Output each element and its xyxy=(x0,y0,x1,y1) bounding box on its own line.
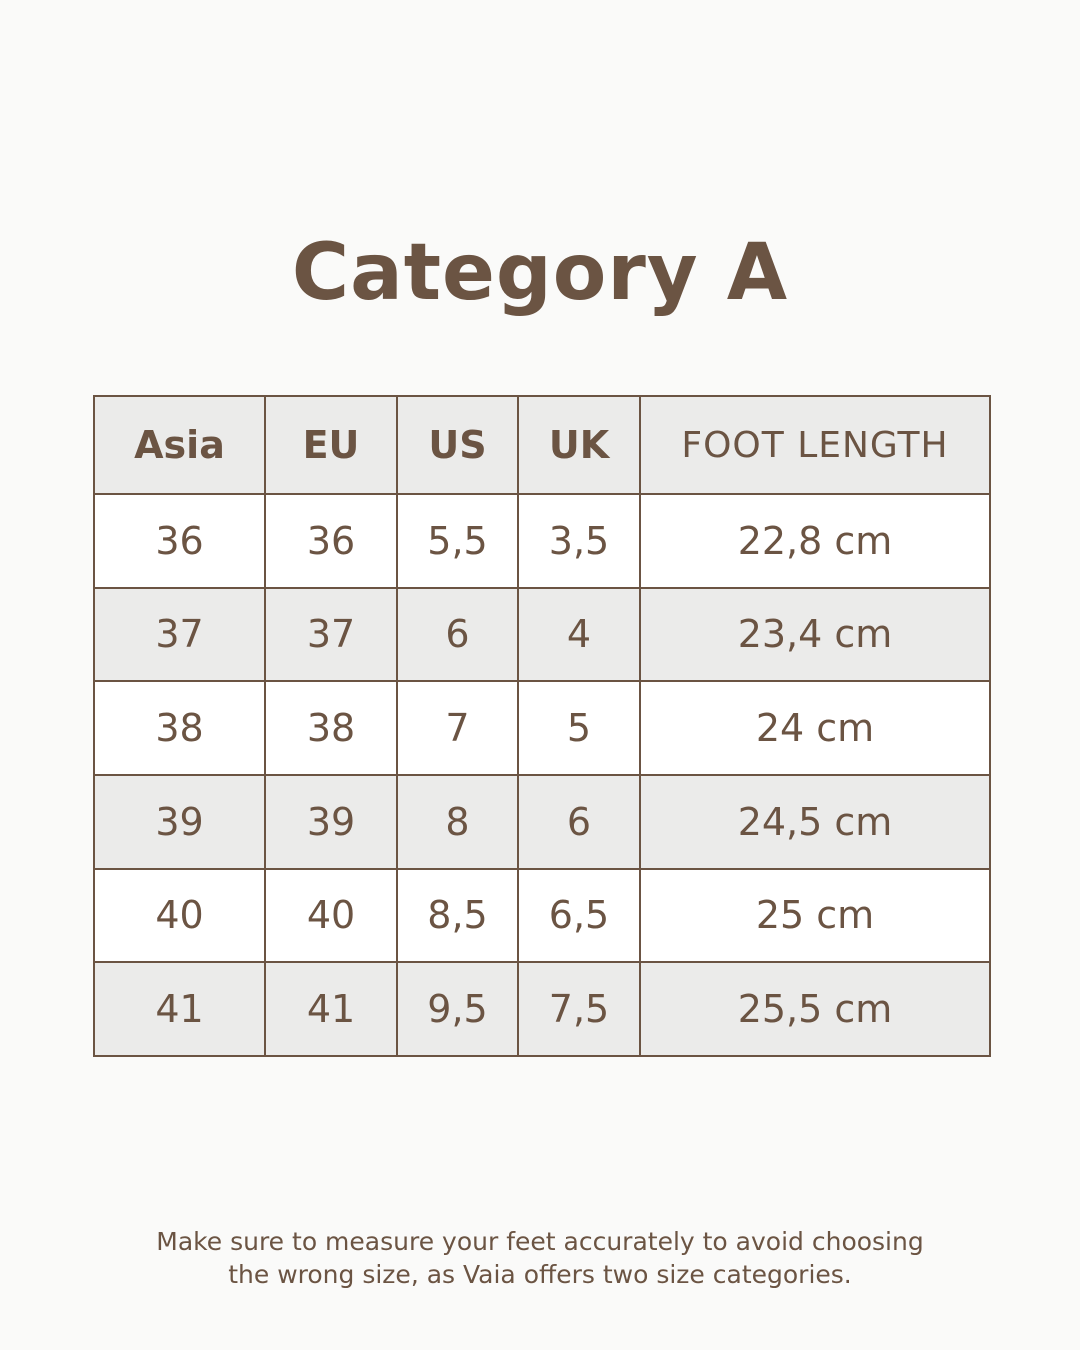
cell-us: 9,5 xyxy=(397,962,518,1056)
table-row xyxy=(94,681,990,775)
cell-eu: 40 xyxy=(265,869,397,963)
cell-uk: 3,5 xyxy=(518,494,640,588)
cell-us: 7 xyxy=(397,681,518,775)
sizing-note-line-1: Make sure to measure your feet accurately to avoid choosing xyxy=(156,1227,924,1256)
cell-foot-length: 25,5 cm xyxy=(640,962,990,1056)
cell-us: 8,5 xyxy=(397,869,518,963)
cell-foot-length: 24 cm xyxy=(640,681,990,775)
table-row xyxy=(94,869,990,963)
header-asia: Asia xyxy=(94,396,265,494)
table-row xyxy=(94,494,990,588)
cell-asia: 37 xyxy=(94,588,265,682)
cell-foot-length: 23,4 cm xyxy=(640,588,990,682)
header-foot-length: FOOT LENGTH xyxy=(640,396,990,494)
cell-asia: 38 xyxy=(94,681,265,775)
cell-uk: 7,5 xyxy=(518,962,640,1056)
page-title: Category A xyxy=(291,228,789,318)
sizing-note xyxy=(90,1225,990,1291)
cell-uk: 6,5 xyxy=(518,869,640,963)
cell-uk: 4 xyxy=(518,588,640,682)
header-eu: EU xyxy=(265,396,397,494)
cell-foot-length: 24,5 cm xyxy=(640,775,990,869)
cell-asia: 41 xyxy=(94,962,265,1056)
cell-eu: 36 xyxy=(265,494,397,588)
sizing-note-line-2: the wrong size, as Vaia offers two size categories. xyxy=(228,1260,852,1289)
cell-uk: 6 xyxy=(518,775,640,869)
cell-us: 6 xyxy=(397,588,518,682)
cell-eu: 38 xyxy=(265,681,397,775)
table-row xyxy=(94,588,990,682)
cell-us: 5,5 xyxy=(397,494,518,588)
cell-asia: 39 xyxy=(94,775,265,869)
cell-us: 8 xyxy=(397,775,518,869)
cell-foot-length: 22,8 cm xyxy=(640,494,990,588)
table-row xyxy=(94,962,990,1056)
cell-asia: 36 xyxy=(94,494,265,588)
cell-asia: 40 xyxy=(94,869,265,963)
table-header-row xyxy=(94,396,990,494)
cell-eu: 37 xyxy=(265,588,397,682)
header-uk: UK xyxy=(518,396,640,494)
cell-eu: 39 xyxy=(265,775,397,869)
size-chart-table xyxy=(93,395,991,1057)
table-row xyxy=(94,775,990,869)
cell-uk: 5 xyxy=(518,681,640,775)
cell-eu: 41 xyxy=(265,962,397,1056)
cell-foot-length: 25 cm xyxy=(640,869,990,963)
header-us: US xyxy=(397,396,518,494)
